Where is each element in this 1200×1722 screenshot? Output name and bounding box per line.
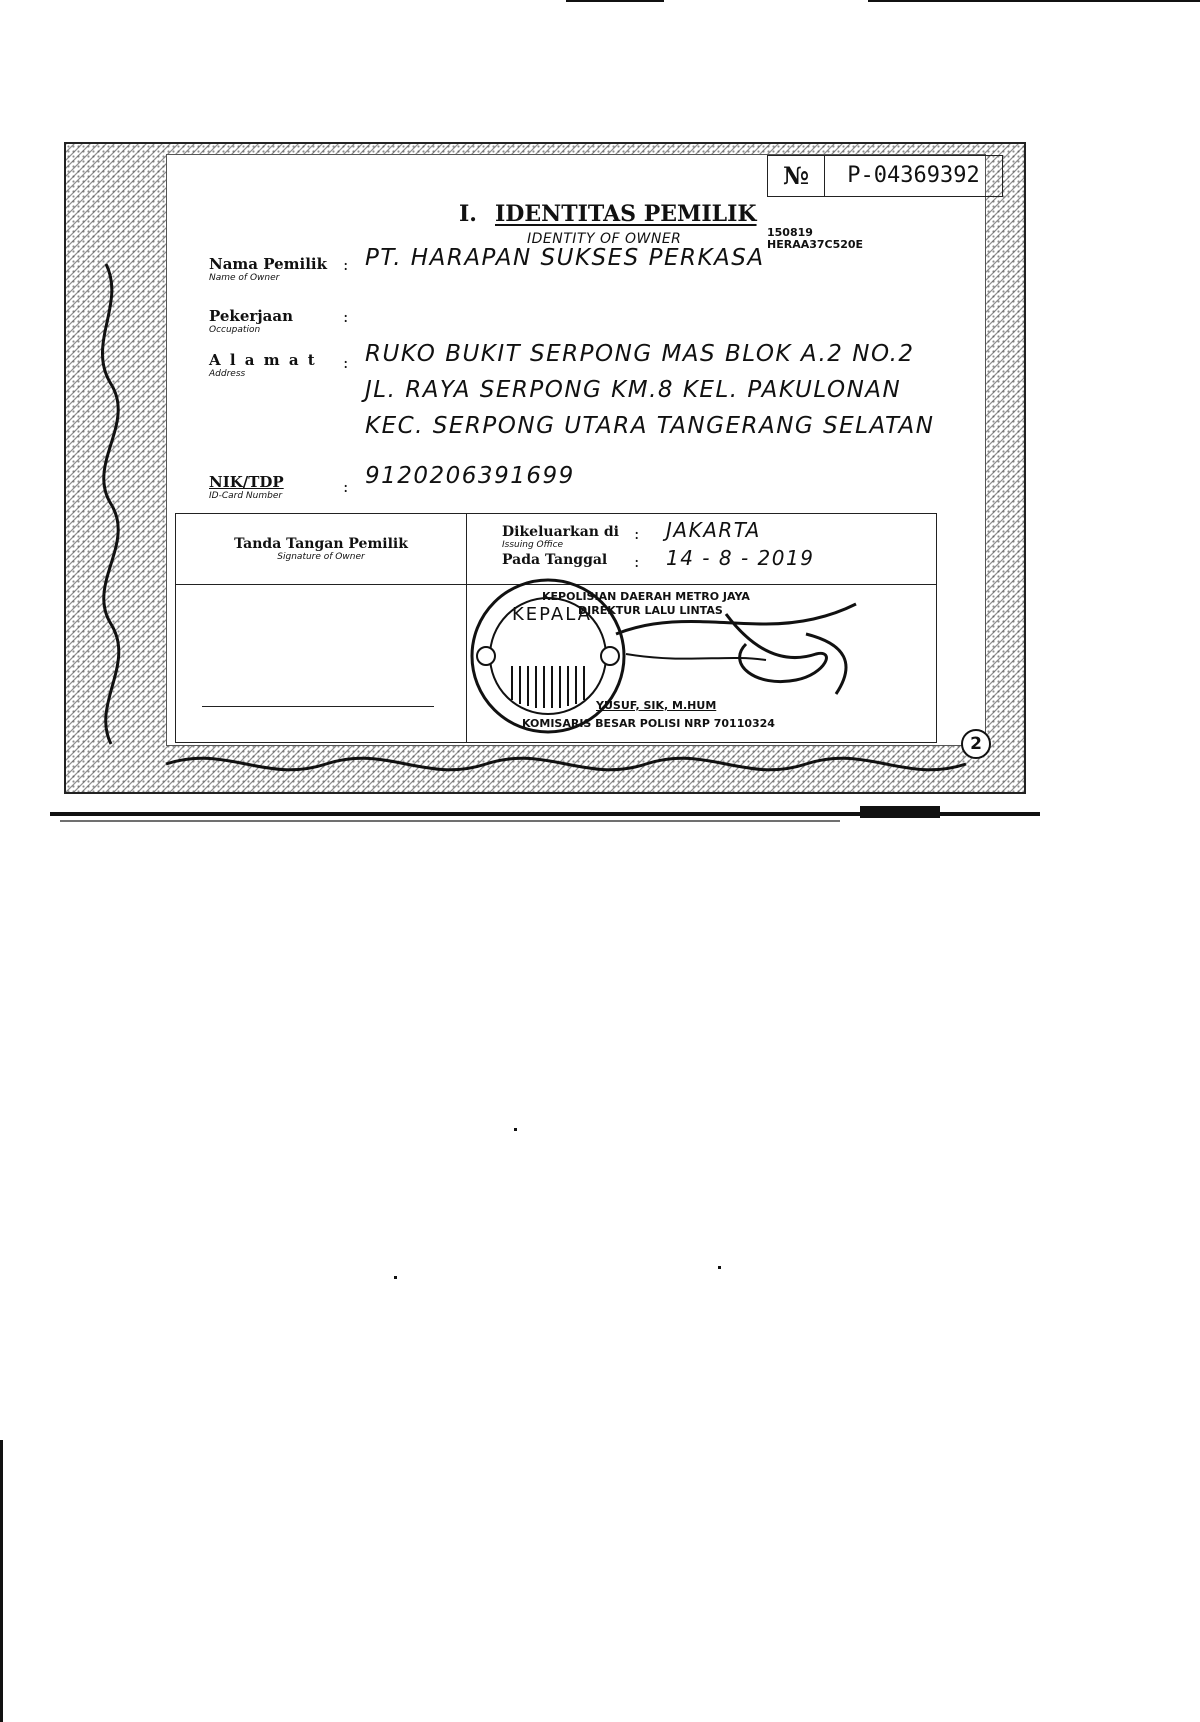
owner-name-label-group <box>209 255 327 283</box>
nik-label: NIK/TDP <box>209 473 284 491</box>
scan-speck <box>514 1128 517 1131</box>
scan-edge-left <box>0 1440 3 1722</box>
colon: : <box>343 477 349 496</box>
owner-name-label: Nama Pemilik <box>209 255 328 273</box>
owner-signature-label: Tanda Tangan Pemilik <box>234 536 408 552</box>
number-symbol: № <box>768 156 825 196</box>
authority-line-1: KEPOLISIAN DAERAH METRO JAYA <box>542 590 750 603</box>
address-sublabel: Address <box>209 369 246 379</box>
occupation-label-group <box>209 307 293 335</box>
colon: : <box>343 353 349 372</box>
colon: : <box>343 307 349 326</box>
certificate-content-panel <box>166 154 986 746</box>
nik-label-group <box>209 473 284 501</box>
scan-speck <box>718 1266 721 1269</box>
address-line-1: RUKO BUKIT SERPONG MAS BLOK A.2 NO.2 <box>365 341 915 367</box>
section-number: I. <box>459 201 477 227</box>
occupation-sublabel: Occupation <box>209 325 261 335</box>
scan-speck <box>394 1276 397 1279</box>
signature-table <box>175 513 937 743</box>
ownership-certificate <box>64 142 1026 794</box>
owner-signature-sublabel: Signature of Owner <box>277 552 365 562</box>
issue-date-label: Pada Tanggal <box>502 552 608 568</box>
authority-line-2: DIREKTUR LALU LINTAS <box>578 604 723 617</box>
address-label-group <box>209 351 317 379</box>
serial-code-line-2: HERAA37C520E <box>767 238 864 251</box>
address-line-2: JL. RAYA SERPONG KM.8 KEL. PAKULONAN <box>365 377 902 403</box>
issuing-office-value: JAKARTA <box>666 518 761 542</box>
issuing-office-label: Dikeluarkan di <box>502 524 619 540</box>
colon: : <box>343 255 349 274</box>
colon: : <box>634 552 640 571</box>
nik-sublabel: ID-Card Number <box>209 491 283 501</box>
scan-edge-top-left <box>566 0 664 2</box>
serial-code-line-1: 150819 <box>767 226 813 239</box>
owner-name-value: PT. HARAPAN SUKSES PERKASA <box>365 245 765 271</box>
owner-name-sublabel: Name of Owner <box>209 273 280 283</box>
owner-signature-line <box>202 706 434 707</box>
issuing-office-sublabel: Issuing Office <box>502 540 564 550</box>
table-divider-vertical <box>466 514 467 742</box>
nik-value: 91202063916​99 <box>365 463 575 489</box>
scan-edge-top-right <box>868 0 1200 2</box>
colon: : <box>634 524 640 543</box>
issue-date-value: 14 - 8 - 2019 <box>666 546 815 570</box>
page-number-badge: 2 <box>961 729 991 759</box>
page-subtitle: IDENTITY OF OWNER <box>527 231 682 247</box>
serial-code <box>767 227 863 251</box>
occupation-label: Pekerjaan <box>209 307 294 325</box>
scan-edge-bottom-shadow <box>60 820 840 822</box>
address-line-3: KEC. SERPONG UTARA TANGERANG SELATAN <box>365 413 935 439</box>
stamp-word: KEPALA <box>512 604 592 625</box>
document-number-box <box>767 155 1003 197</box>
officer-name: YUSUF, SIK, M.HUM <box>596 699 717 712</box>
scan-edge-bottom-mark <box>860 806 940 818</box>
owner-signature-heading <box>176 536 466 562</box>
issuing-office-label-group <box>502 524 619 550</box>
document-number: P-04369392 <box>847 163 980 188</box>
address-label: A l a m a t <box>209 351 317 369</box>
officer-rank: KOMISARIS BESAR POLISI NRP 70110324 <box>522 717 775 730</box>
page-title: IDENTITAS PEMILIK <box>495 201 757 227</box>
